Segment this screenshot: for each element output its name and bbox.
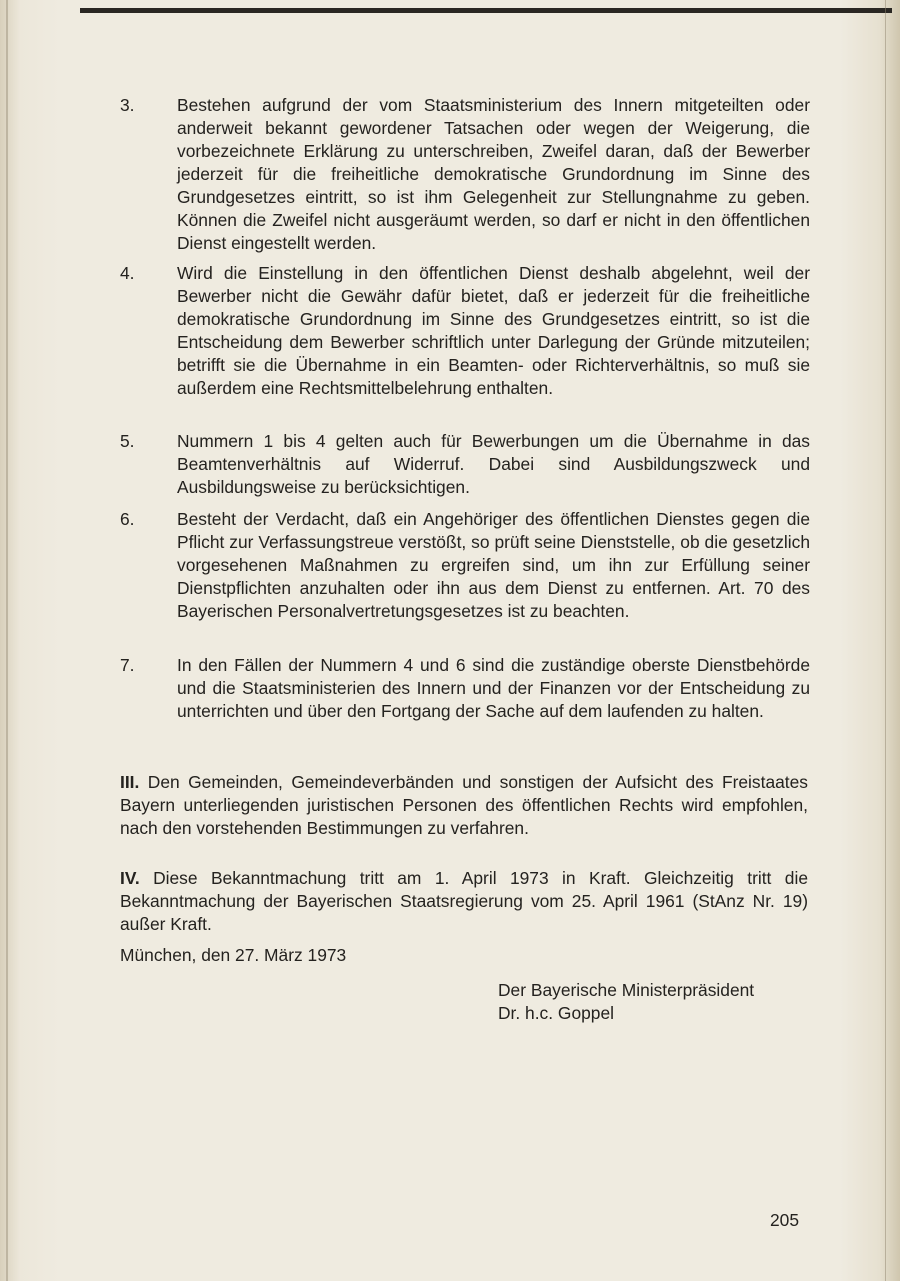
signature-block xyxy=(498,979,818,1025)
section-label: III. xyxy=(120,772,148,792)
section-label: IV. xyxy=(120,868,154,888)
section-text: Diese Bekanntmachung tritt am 1. April 1973 in Kraft. Gleichzeitig tritt die Bekanntmachung der Bayerischen Staatsregierung vom 25. April 1961 (StAnz Nr. 19) außer Kraft. xyxy=(120,868,809,934)
item-text: Bestehen aufgrund der vom Staatsministerium des Innern mitgeteilten oder anderweit bekannt gewordener Tatsachen oder wegen der Weigerung, die vorbezeichnete Erklärung zu unterschreiben, Zweifel daran, daß der Bewerber jederzeit für die freiheitliche demokratische Grundordnung im Sinne des Grundgesetzes eintritt, so ist ihm Gelegenheit zur Stellungnahme zu geben. Können die Zweifel nicht ausgeräumt werden, so darf er nicht in den öffentlichen Dienst eingestellt werden. xyxy=(177,95,810,253)
section-iii xyxy=(120,771,808,840)
item-number: 4. xyxy=(120,263,135,283)
section-iv xyxy=(120,867,808,936)
page-number: 205 xyxy=(770,1210,800,1230)
item-text: In den Fällen der Nummern 4 und 6 sind die zuständige oberste Dienstbehörde und die Staatsministerien des Innern und der Finanzen vor der Entscheidung zu unterrichten und über den Fortgang der Sache auf dem laufenden zu halten. xyxy=(177,655,810,721)
item-number: 5. xyxy=(120,431,135,451)
signature-title: Der Bayerische Ministerpräsident xyxy=(498,980,755,1000)
signature-name: Dr. h.c. Goppel xyxy=(498,1003,614,1023)
place-date: München, den 27. März 1973 xyxy=(120,945,347,965)
item-text: Nummern 1 bis 4 gelten auch für Bewerbungen um die Übernahme in das Beamtenverhältnis auf Widerruf. Dabei sind Ausbildungszweck und Ausbildungsweise zu berücksichtigen. xyxy=(177,431,810,497)
item-number: 3. xyxy=(120,95,135,115)
item-text: Wird die Einstellung in den öffentlichen Dienst deshalb abgelehnt, weil der Bewerber nicht die Gewähr dafür bietet, daß er jederzeit für die freiheitliche demokratische Grundordnung im Sinne des Grundgesetzes eintritt, so ist die Entscheidung dem Bewerber schriftlich unter Darlegung der Gründe mitzuteilen; betrifft sie die Übernahme in ein Beamten- oder Richterverhältnis, so muß sie außerdem eine Rechtsmittelbelehrung enthalten. xyxy=(177,263,810,398)
section-text: Den Gemeinden, Gemeindeverbänden und sonstigen der Aufsicht des Freistaates Bayern unterliegenden juristischen Personen des öffentlichen Rechts wird empfohlen, nach den vorstehenden Bestimmungen zu verfahren. xyxy=(120,772,808,838)
item-number: 6. xyxy=(120,509,135,529)
item-text: Besteht der Verdacht, daß ein Angehöriger des öffentlichen Dienstes gegen die Pflicht zur Verfassungstreue verstößt, so prüft seine Dienststelle, ob die gesetzlich vorgesehenen Maßnahmen zu ergreifen sind, um ihn zur Erfüllung seiner Dienstpflichten anzuhalten oder ihn aus dem Dienst zu entfernen. Art. 70 des Bayerischen Personalvertretungsgesetzes ist zu beachten. xyxy=(177,509,810,621)
item-number: 7. xyxy=(120,655,135,675)
